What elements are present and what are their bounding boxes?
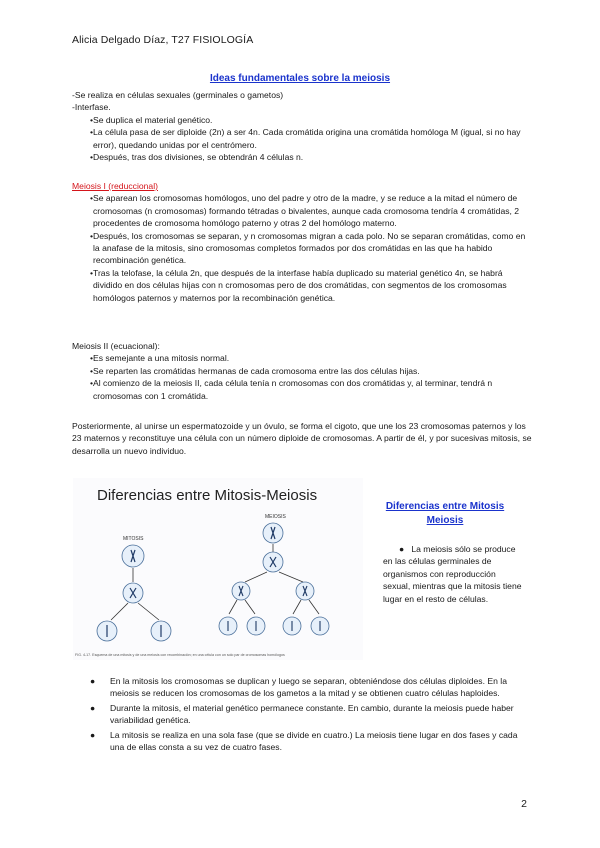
interfase-item: •Se duplica el material genético. <box>90 114 213 125</box>
figure-caption: FIG. 4-17. Esquema de una mitosis y de una meiosis con recombinación; en una célula con un solo par de cromosomas homólogos <box>75 653 285 657</box>
meiosis-daughter-cell <box>219 617 237 635</box>
list-item <box>90 702 530 727</box>
side-text-block <box>383 543 523 605</box>
page-header: Alicia Delgado Díaz, T27 FISIOLOGÍA <box>72 34 254 46</box>
list-item-text: En la mitosis los cromosomas se duplican y luego se separan, obteniéndose dos células diploides. En la meiosis se reducen los cromosomas de los gametos a la mitad y se obtienen cuatro células haploides. <box>110 676 507 699</box>
mitosis-cell <box>123 583 143 603</box>
figure-diagram <box>73 478 363 660</box>
meiosis-daughter-cell <box>311 617 329 635</box>
meiosis1-section <box>72 180 532 304</box>
meiosis-label: MEIOSIS <box>265 514 286 520</box>
meiosis1-item: •Tras la telofase, la célula 2n, que después de la interfase había duplicado su material genético 4n, se habrá dividido en dos células hijas con n cromosomas pero de dos cromátidas, con segmentos de los cromosomas homólogos paternos y maternos por la recombinación genética. <box>90 267 507 303</box>
bullet-dot: ● <box>90 676 96 686</box>
bullet-dot: ● <box>90 702 96 713</box>
intro-block <box>72 89 532 163</box>
side-title: Diferencias entre Mitosis Meiosis <box>385 501 505 526</box>
bullet-dot: ● <box>399 544 412 554</box>
meiosis1-heading: Meiosis I (reduccional) <box>72 181 158 191</box>
page-number: 2 <box>521 798 527 810</box>
list-item <box>90 729 530 754</box>
meiosis1-item: •Se aparean los cromosomas homólogos, uno del padre y otro de la madre, y se reduce a la mitad el número de cromosomas (n cromosomas) formando tétradas o bivalentes, aunque cada cromosoma tendría 4 cromátidas, 2 procedentes de cromosoma homólogo paterno y otras 2 del homólogo materno. <box>90 193 520 229</box>
differences-list <box>90 675 530 755</box>
meiosis2-item: •Al comienzo de la meiosis II, cada célula tenía n cromosomas con dos cromátidas y, al terminar, tendrá n cromosomas con 1 cromátida. <box>90 378 493 401</box>
mitosis-daughter-cell <box>151 621 171 641</box>
side-text: La meiosis sólo se produce en las células germinales de organismos con reproducción sexual, mientras que la mitosis tiene lugar en el resto de células. <box>383 544 522 604</box>
meiosis2-item: •Se reparten las cromátidas hermanas de cada cromosoma entre las dos células hijas. <box>90 365 420 376</box>
mitosis-daughter-cell <box>97 621 117 641</box>
bullet-dot: ● <box>90 729 96 740</box>
page-title: Ideas fundamentales sobre la meiosis <box>209 73 391 84</box>
paragraph-text: Posteriormente, al unirse un espermatozoide y un óvulo, se forma el cigoto, que une los 23 cromosomas paternos y los 23 maternos y reconstituye una célula con un número diploide de cromosomas. A partir de él, y por sucesivas mitosis, se desarrolla un nuevo individuo. <box>72 421 532 456</box>
meiosis-cell <box>232 582 250 600</box>
meiosis-cell <box>296 582 314 600</box>
closing-paragraph <box>72 420 532 457</box>
meiosis2-section <box>72 340 532 402</box>
meiosis-daughter-cell <box>283 617 301 635</box>
list-item-text: La mitosis se realiza en una sola fase (que se divide en cuatro.) La meiosis tiene lugar en dos fases y cada una de ellas consta a su vez de cuatro fases. <box>110 729 518 753</box>
meiosis2-item: •Es semejante a una mitosis normal. <box>90 353 230 364</box>
meiosis2-heading: Meiosis II (ecuacional): <box>72 341 160 351</box>
meiosis-daughter-cell <box>247 617 265 635</box>
intro-line: -Se realiza en células sexuales (germinales o gametos) <box>72 90 284 100</box>
meiosis-cell <box>263 552 283 572</box>
mitosis-label: MITOSIS <box>123 536 144 542</box>
mitosis-meiosis-figure <box>73 478 363 660</box>
meiosis-cell <box>263 523 283 543</box>
intro-line: -Interfase. <box>72 102 111 113</box>
mitosis-cell <box>122 545 144 567</box>
interfase-item: •La célula pasa de ser diploide (2n) a ser 4n. Cada cromátida origina una cromátida homóloga M (igual, si no hay error), quedando unidas por el centrómero. <box>90 127 521 150</box>
meiosis1-item: •Después, los cromosomas se separan, y n cromosomas migran a cada polo. No se separan cromátidas, como en la anafase de la mitosis, sino cromosomas completos formados por dos cromátidas en las que ha habido recombinación genética. <box>90 230 526 266</box>
figure-title: Diferencias entre Mitosis-Meiosis <box>97 487 318 504</box>
list-item-text: Durante la mitosis, el material genético permanece constante. En cambio, durante la meiosis puede haber variabilidad genética. <box>110 702 514 726</box>
list-item <box>90 675 530 700</box>
interfase-item: •Después, tras dos divisiones, se obtendrán 4 células n. <box>90 152 304 163</box>
